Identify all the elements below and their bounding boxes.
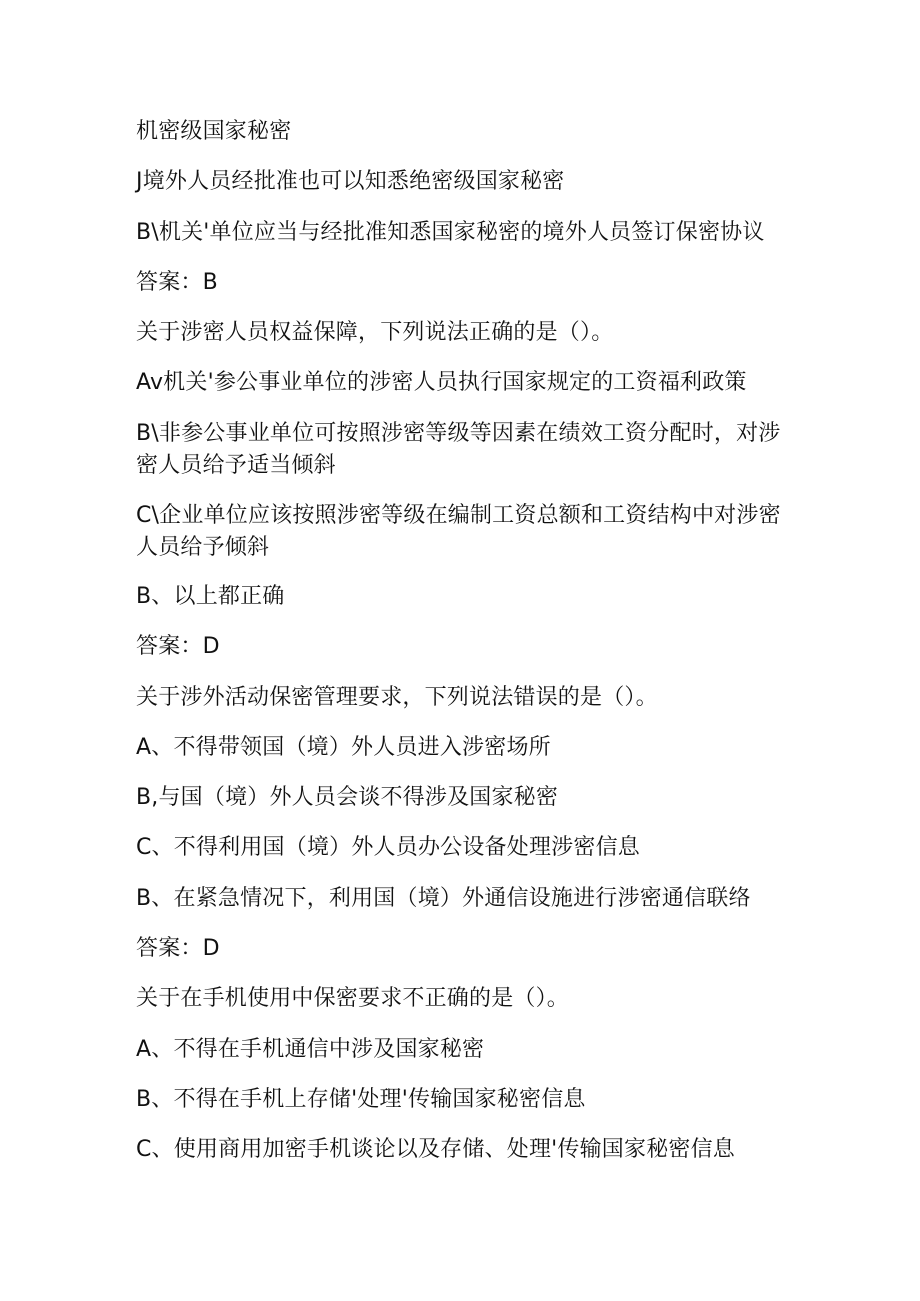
option-line: B、不得在手机上存储'处理'传输国家秘密信息 bbox=[136, 1087, 586, 1112]
option-line: C、不得利用国（境）外人员办公设备处理涉密信息 bbox=[136, 835, 640, 860]
text-line: B\机关'单位应当与经批准知悉国家秘密的境外人员签订保密协议 bbox=[136, 220, 765, 245]
answer-line: 答案：D bbox=[136, 634, 220, 659]
question-line: 关于在手机使用中保密要求不正确的是（）。 bbox=[136, 986, 570, 1011]
text-line: J境外人员经批准也可以知悉绝密级国家秘密 bbox=[136, 169, 565, 194]
option-line: B,与国（境）外人员会谈不得涉及国家秘密 bbox=[136, 785, 559, 810]
question-line: 关于涉外活动保密管理要求，下列说法错误的是（）。 bbox=[136, 685, 658, 710]
option-line: C\企业单位应该按照涉密等级在编制工资总额和工资结构中对涉密人员给予倾斜 bbox=[136, 503, 781, 560]
answer-line: 答案：D bbox=[136, 936, 220, 961]
option-line: B\非参公事业单位可按照涉密等级等因素在绩效工资分配时，对涉密人员给予适当倾斜 bbox=[136, 421, 781, 478]
option-line: Av机关'参公事业单位的涉密人员执行国家规定的工资福利政策 bbox=[136, 370, 747, 395]
answer-line: 答案：B bbox=[136, 270, 218, 295]
option-line: B、在紧急情况下，利用国（境）外通信设施进行涉密通信联络 bbox=[136, 886, 751, 911]
option-line: B、以上都正确 bbox=[136, 584, 285, 609]
option-line: C、使用商用加密手机谈论以及存储、处理'传输国家秘密信息 bbox=[136, 1137, 736, 1162]
option-line: A、不得带领国（境）外人员进入涉密场所 bbox=[136, 735, 551, 760]
text-line: 机密级国家秘密 bbox=[136, 119, 292, 144]
option-line: A、不得在手机通信中涉及国家秘密 bbox=[136, 1037, 485, 1062]
question-line: 关于涉密人员权益保障，下列说法正确的是（）。 bbox=[136, 320, 614, 345]
